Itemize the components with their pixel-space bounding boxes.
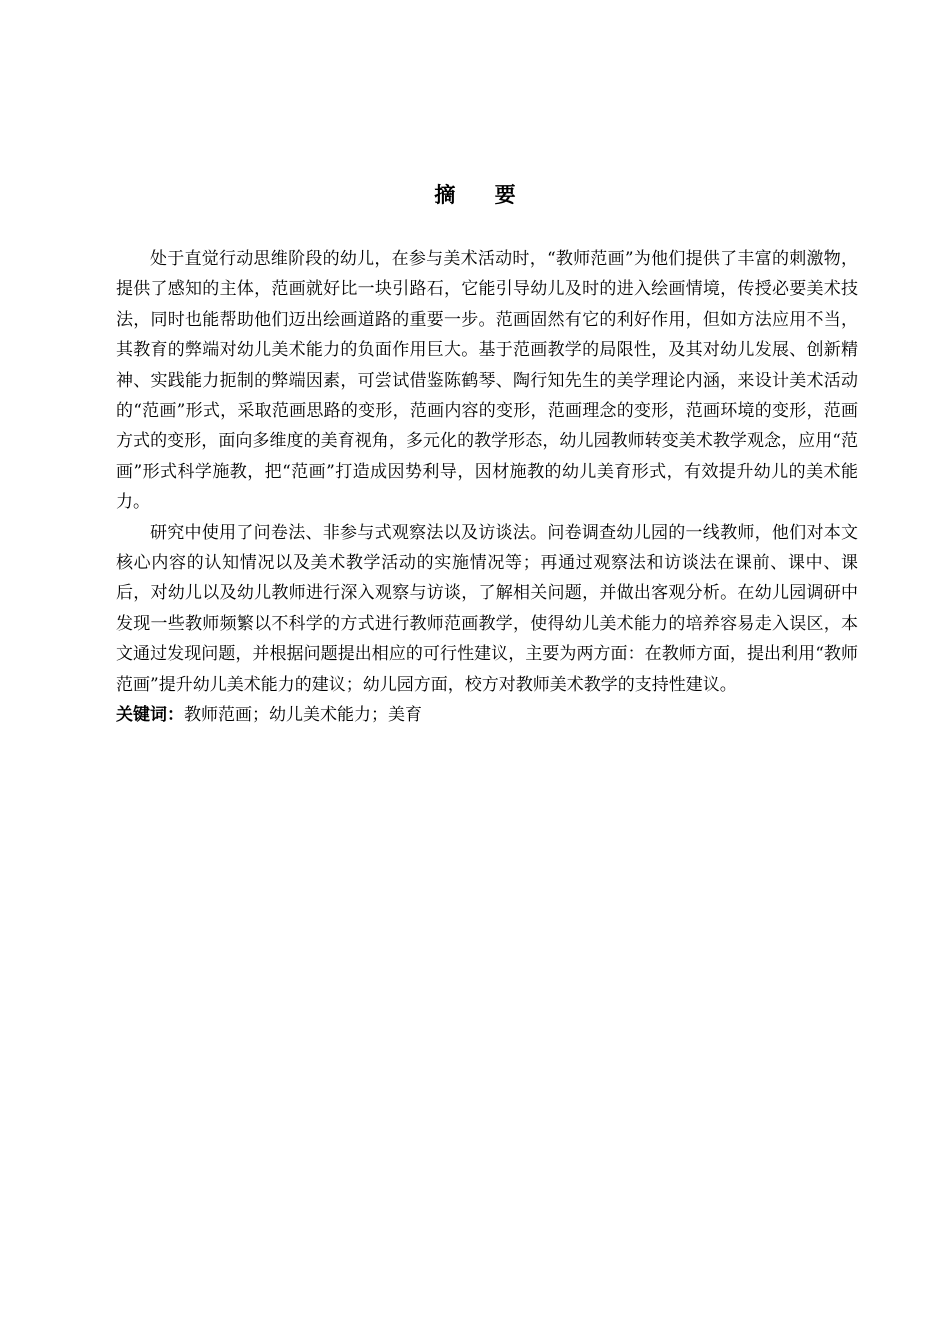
keywords-label: 关键词：: [116, 705, 184, 726]
abstract-paragraph-1: 处于直觉行动思维阶段的幼儿，在参与美术活动时，“教师范画”为他们提供了丰富的刺激物，提供了感知的主体，范画就好比一块引路石，它能引导幼儿及时的进入绘画情境，传授必要美术技法，同时也能帮助他们迈出绘画道路的重要一步。范画固然有它的利好作用，但如方法应用不当，其教育的弊端对幼儿美术能力的负面作用巨大。基于范画教学的局限性，及其对幼儿发展、创新精神、实践能力扼制的弊端因素，可尝试借鉴陈鹤琴、陶行知先生的美学理论内涵，来设计美术活动的“范画”形式，采取范画思路的变形，范画内容的变形，范画理念的变形，范画环境的变形，范画方式的变形，面向多维度的美育视角，多元化的教学形态，幼儿园教师转变美术教学观念，应用“范画”形式科学施教，把“范画”打造成因势利导，因材施教的幼儿美育形式，有效提升幼儿的美术能力。: [116, 249, 858, 513]
abstract-body: [116, 244, 858, 731]
abstract-paragraph-2: 研究中使用了问卷法、非参与式观察法以及访谈法。问卷调查幼儿园的一线教师，他们对本文核心内容的认知情况以及美术教学活动的实施情况等；再通过观察法和访谈法在课前、课中、课后，对幼儿以及幼儿教师进行深入观察与访谈，了解相关问题，并做出客观分析。在幼儿园调研中发现一些教师频繁以不科学的方式进行教师范画教学，使得幼儿美术能力的培养容易走入误区，本文通过发现问题，并根据问题提出相应的可行性建议，主要为两方面：在教师方面，提出利用“教师范画”提升幼儿美术能力的建议；幼儿园方面，校方对教师美术教学的支持性建议。: [116, 522, 858, 695]
abstract-title: 摘 要: [434, 183, 532, 207]
keywords-line: [116, 700, 858, 730]
keywords-text: 教师范画；幼儿美术能力；美育: [184, 705, 422, 726]
